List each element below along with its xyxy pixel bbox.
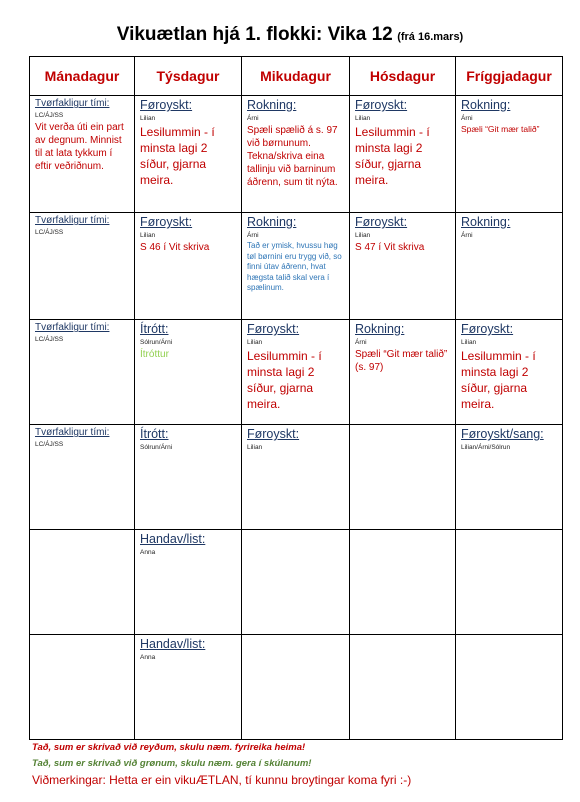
cell-subject: Føroyskt/sang: bbox=[461, 427, 544, 441]
cell-teacher: Lilian/Árni/Sólrun bbox=[461, 444, 511, 451]
cell-task: S 47 í Vit skriva bbox=[355, 242, 425, 253]
cell-task: Lesilummin - í minsta lagi 2 síður, gjarna meira. bbox=[140, 125, 215, 187]
cell-teacher: Lilian bbox=[355, 232, 371, 239]
legend-green-schoolwork: Tað, sum er skrivað við grønum, skulu næm. gera í skúlanum! bbox=[32, 758, 312, 769]
cell-subject: Rokning: bbox=[247, 98, 297, 112]
cell-subject: Føroyskt: bbox=[247, 322, 300, 336]
schedule-cell bbox=[350, 530, 456, 635]
day-header-row bbox=[30, 57, 563, 96]
schedule-cell bbox=[30, 320, 135, 425]
table-row bbox=[30, 320, 563, 425]
cell-subject: Tvørfakligur tími: bbox=[35, 322, 110, 333]
cell-subject: Føroyskt: bbox=[355, 215, 408, 229]
cell-subject: Føroyskt: bbox=[355, 98, 408, 112]
schedule-cell bbox=[350, 425, 456, 530]
cell-subject: Rokning: bbox=[247, 215, 297, 229]
day-header-monday: Mánadagur bbox=[30, 57, 135, 96]
weekly-schedule-table bbox=[29, 56, 563, 740]
schedule-cell bbox=[135, 530, 242, 635]
cell-teacher: Lilian bbox=[140, 232, 156, 239]
schedule-cell bbox=[350, 320, 456, 425]
schedule-cell bbox=[135, 213, 242, 320]
cell-teacher: Lilian bbox=[355, 115, 371, 122]
cell-subject: Rokning: bbox=[461, 98, 511, 112]
cell-task: Lesilummin - í minsta lagi 2 síður, gjarna meira. bbox=[461, 349, 536, 411]
day-header-tuesday: Týsdagur bbox=[135, 57, 242, 96]
schedule-cell bbox=[30, 96, 135, 213]
title-date: (frá 16.mars) bbox=[397, 31, 464, 43]
schedule-cell bbox=[135, 96, 242, 213]
day-header-thursday: Hósdagur bbox=[350, 57, 456, 96]
cell-task: Spæli spælið á s. 97 við børnunum. Tekna/skriva eina tallinju við barninum áðrenn, sum tit nýta. bbox=[247, 125, 338, 188]
cell-subject: Tvørfakligur tími: bbox=[35, 427, 110, 438]
cell-task: Tað er ymisk, hvussu høg tøl børnini eru trygg við, so finni útav áðrenn, hvat hægsta talið skal vera í spælinum. bbox=[247, 241, 342, 292]
cell-teacher: Sólrun/Árni bbox=[140, 339, 173, 346]
day-header-wednesday: Mikudagur bbox=[242, 57, 350, 96]
schedule-cell bbox=[242, 213, 350, 320]
cell-task: Lesilummin - í minsta lagi 2 síður, gjarna meira. bbox=[247, 349, 322, 411]
cell-teacher: Anna bbox=[140, 549, 156, 556]
schedule-cell bbox=[30, 213, 135, 320]
cell-subject: Føroyskt: bbox=[140, 215, 193, 229]
schedule-cell bbox=[350, 213, 456, 320]
cell-teacher: LC/ÁJ/SS bbox=[35, 229, 64, 236]
cell-subject: Tvørfakligur tími: bbox=[35, 98, 110, 109]
remarks-note: Viðmerkingar: Hetta er ein vikuÆTLAN, tí kunnu broytingar koma fyri :-) bbox=[32, 773, 412, 787]
schedule-cell bbox=[456, 635, 563, 740]
cell-subject: Rokning: bbox=[461, 215, 511, 229]
cell-teacher: Lilian bbox=[461, 339, 477, 346]
cell-teacher: Árni bbox=[247, 115, 259, 122]
cell-task: S 46 í Vit skriva bbox=[140, 242, 210, 253]
cell-teacher: Árni bbox=[461, 232, 473, 239]
schedule-cell bbox=[242, 635, 350, 740]
schedule-cell bbox=[30, 635, 135, 740]
cell-task: Spæli “Git mær talið” (s. 97) bbox=[355, 349, 448, 373]
schedule-cell bbox=[135, 320, 242, 425]
cell-task: Lesilummin - í minsta lagi 2 síður, gjarna meira. bbox=[355, 125, 430, 187]
schedule-cell bbox=[135, 635, 242, 740]
cell-teacher: LC/ÁJ/SS bbox=[35, 336, 64, 343]
table-row bbox=[30, 635, 563, 740]
schedule-cell bbox=[30, 530, 135, 635]
cell-subject: Handav/list: bbox=[140, 532, 206, 546]
cell-task: Spæli “Git mær talið” bbox=[461, 124, 540, 134]
cell-subject: Føroyskt: bbox=[247, 427, 300, 441]
cell-subject: Føroyskt: bbox=[461, 322, 514, 336]
cell-subject: Rokning: bbox=[355, 322, 405, 336]
schedule-cell bbox=[456, 425, 563, 530]
cell-subject: Ítrótt: bbox=[140, 427, 169, 441]
cell-teacher: Lilian bbox=[247, 339, 263, 346]
cell-teacher: LC/ÁJ/SS bbox=[35, 441, 64, 448]
schedule-cell bbox=[30, 425, 135, 530]
table-row bbox=[30, 96, 563, 213]
schedule-cell bbox=[350, 96, 456, 213]
cell-task: Ítróttur bbox=[140, 349, 169, 360]
cell-task: Vit verða úti ein part av degnum. Minnist til at lata tykkum í eftir veðriðnum. bbox=[35, 122, 124, 172]
schedule-cell bbox=[456, 213, 563, 320]
schedule-cell bbox=[456, 96, 563, 213]
cell-subject: Ítrótt: bbox=[140, 322, 169, 336]
table-row bbox=[30, 213, 563, 320]
schedule-cell bbox=[350, 635, 456, 740]
schedule-cell bbox=[242, 320, 350, 425]
cell-subject: Tvørfakligur tími: bbox=[35, 215, 110, 226]
schedule-cell bbox=[456, 320, 563, 425]
cell-teacher: LC/ÁJ/SS bbox=[35, 112, 64, 119]
day-header-friday: Fríggjadagur bbox=[456, 57, 563, 96]
cell-teacher: Anna bbox=[140, 654, 156, 661]
cell-teacher: Lilian bbox=[140, 115, 156, 122]
schedule-cell bbox=[242, 425, 350, 530]
cell-teacher: Árni bbox=[355, 339, 367, 346]
cell-subject: Føroyskt: bbox=[140, 98, 193, 112]
schedule-cell bbox=[135, 425, 242, 530]
cell-teacher: Árni bbox=[247, 232, 259, 239]
cell-teacher: Sólrun/Árni bbox=[140, 444, 173, 451]
cell-subject: Handav/list: bbox=[140, 637, 206, 651]
legend-red-homework: Tað, sum er skrivað við reyðum, skulu næm. fyrireika heima! bbox=[32, 742, 306, 753]
cell-teacher: Lilian bbox=[247, 444, 263, 451]
schedule-cell bbox=[242, 530, 350, 635]
table-row bbox=[30, 425, 563, 530]
schedule-cell bbox=[242, 96, 350, 213]
schedule-cell bbox=[456, 530, 563, 635]
page-title bbox=[0, 24, 580, 46]
cell-teacher: Árni bbox=[461, 115, 473, 122]
title-main: Vikuætlan hjá 1. flokki: Vika 12 bbox=[116, 24, 393, 45]
table-row bbox=[30, 530, 563, 635]
